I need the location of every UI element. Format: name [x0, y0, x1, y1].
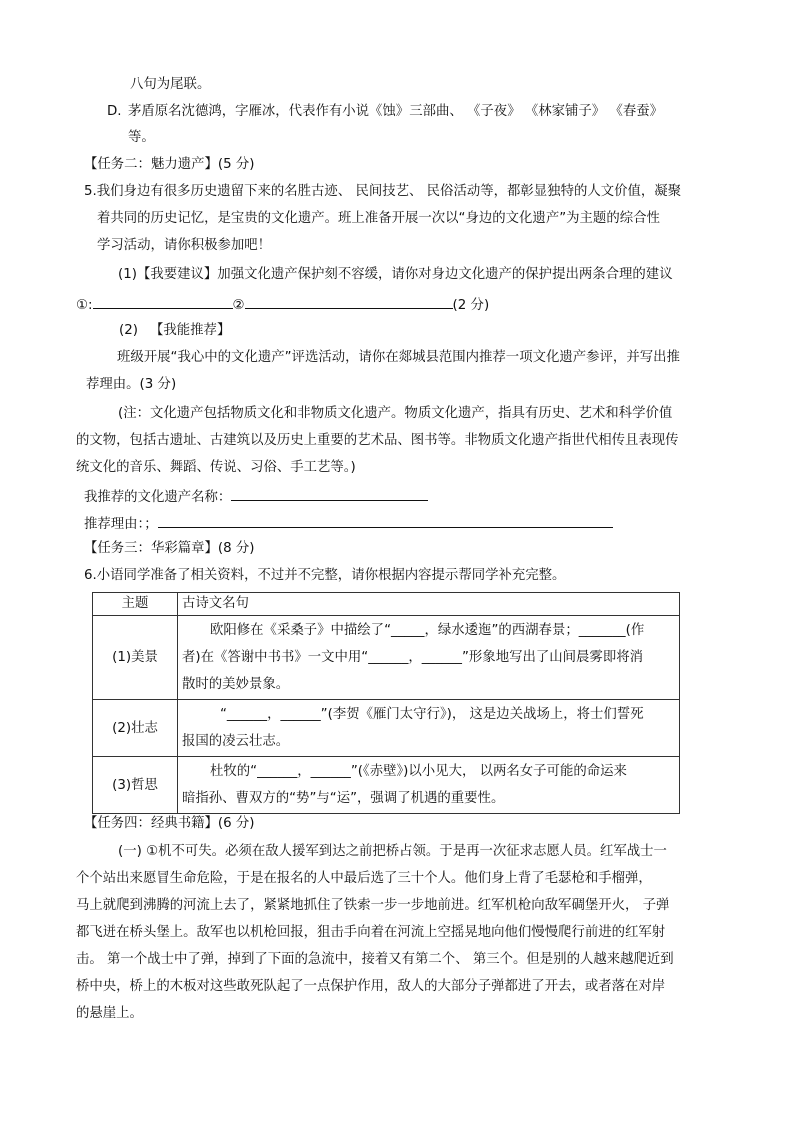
sub2-prompt-line2: 荐理由。(3 分)	[86, 377, 177, 392]
sub2-prompt-line1: 班级开展“我心中的文化遗产”评选活动，请你在郯城县范围内推荐一项文化遗产参评，并写出推	[117, 350, 680, 365]
row-line: 报国的凌云壮志。	[182, 734, 290, 749]
row-line: 暗指孙、曹双方的“势”与“运”，强调了机遇的重要性。	[182, 791, 505, 806]
row-theme: (1)美景	[93, 616, 178, 700]
sub1-prompt: (1)【我要建议】加强文化遗产保护刻不容缓，请你对身边文化遗产的保护提出两条合理的建议	[118, 267, 673, 282]
suggestion-score: (2 分)	[452, 298, 490, 313]
passage-line: 桥中央，桥上的木板对这些敢死队起了一点保护作用，敌人的大部分子弹都进了开去，或者落在对岸	[76, 979, 666, 994]
recommend-name-label: 我推荐的文化遗产名称：	[84, 490, 232, 505]
suggestion-row	[76, 294, 489, 315]
row-line: 欧阳修在《采桑子》中描绘了“_____，绿水逶迤”的西湖春景；_______(作	[210, 623, 645, 638]
header-lines: 古诗文名句	[178, 593, 680, 616]
passage-line: (一) ①机不可失。必须在敌人援军到达之前把桥占领。于是再一次征求志愿人员。红军战士一	[118, 844, 667, 859]
sub2-title: 【我能推荐】	[150, 323, 231, 338]
task2-heading: 【任务二：魅力遗产】(5 分)	[84, 157, 255, 172]
row-content	[178, 757, 680, 814]
suggestion1-blank[interactable]	[93, 294, 233, 309]
option-d-label: D.	[107, 104, 122, 119]
note-line2: 的文物，包括古遗址、古建筑以及历史上重要的艺术品、图书等。非物质文化遗产指世代相传且表现传	[76, 433, 679, 448]
row-line: 散时的美妙景象。	[182, 677, 290, 692]
row-line: 杜牧的“______，______”(《赤壁》)以小见大， 以两名女子可能的命运来	[210, 764, 627, 779]
suggestion1-label: ①:	[76, 298, 93, 313]
prev-option-c-tail: 八句为尾联。	[130, 77, 211, 92]
row-theme: (2)壮志	[93, 700, 178, 757]
suggestion2-label: ②	[232, 298, 245, 313]
recommend-reason-label: 推荐理由：；	[84, 517, 158, 532]
row-theme: (3)哲思	[93, 757, 178, 814]
note-line3: 统文化的音乐、舞蹈、传说、习俗、手工艺等。)	[76, 460, 356, 475]
passage-line: 都飞迸在桥头堡上。敌军也以机枪回报，狙击手向着在河流上空摇晃地向他们慢慢爬行前进的红军射	[76, 925, 666, 940]
poem-table	[92, 592, 680, 814]
task4-heading: 【任务四：经典书籍】(6 分)	[84, 816, 255, 831]
table-row	[93, 757, 680, 814]
q5-text-line3: 学习活动，请你积极参加吧！	[97, 238, 272, 253]
suggestion2-blank[interactable]	[245, 294, 453, 309]
passage-line: 的悬崖上。	[76, 1006, 143, 1021]
row-content	[178, 700, 680, 757]
recommend-reason-row	[84, 513, 613, 534]
recommend-reason-blank[interactable]	[158, 513, 613, 528]
table-header-row	[93, 593, 680, 616]
task3-heading: 【任务三：华彩篇章】(8 分)	[84, 541, 255, 556]
option-d-text-cont: 等。	[128, 130, 155, 145]
row-line: 者)在《答谢中书书》一文中用“______，______”形象地写出了山间晨雾即将消	[182, 650, 643, 665]
option-d-text: 茅盾原名沈德鸿，字雁冰，代表作有小说《蚀》三部曲、 《子夜》 《林家铺子》 《春蚕》	[128, 104, 664, 119]
passage-line: 马上就爬到沸腾的河流上去了，紧紧地抓住了铁索一步一步地前进。红军机枪向敌军碉堡开火， 子弹	[76, 898, 670, 913]
row-line: “______，______”(李贺《雁门太守行》)， 这是边关战场上，将士们誓死	[220, 707, 644, 722]
q5-text-line1: 5.我们身边有很多历史遗留下来的名胜古迹、 民间技艺、 民俗活动等，都彰显独特的人文价值，凝聚	[84, 184, 682, 199]
recommend-name-blank[interactable]	[231, 486, 428, 501]
passage-line: 击。 第一个战士中了弹，掉到了下面的急流中，接着又有第二个、 第三个。但是别的人越来越爬近到	[76, 952, 674, 967]
q6-text: 6.小语同学准备了相关资料，不过并不完整，请你根据内容提示帮同学补充完整。	[84, 568, 566, 583]
note-line1: (注：文化遗产包括物质文化和非物质文化遗产。物质文化遗产，指具有历史、艺术和科学价值	[118, 406, 673, 421]
row-content	[178, 616, 680, 700]
passage-line: 个个站出来愿冒生命危险，于是在报名的人中最后选了三十个人。他们身上背了毛瑟枪和手榴弹，	[76, 871, 652, 886]
sub2-number: (2)	[119, 323, 138, 338]
header-theme: 主题	[93, 593, 178, 616]
recommend-name-row	[84, 486, 428, 507]
table-row	[93, 616, 680, 700]
table-row	[93, 700, 680, 757]
q5-text-line2: 着共同的历史记忆，是宝贵的文化遗产。班上准备开展一次以“身边的文化遗产”为主题的综合性	[97, 211, 660, 226]
